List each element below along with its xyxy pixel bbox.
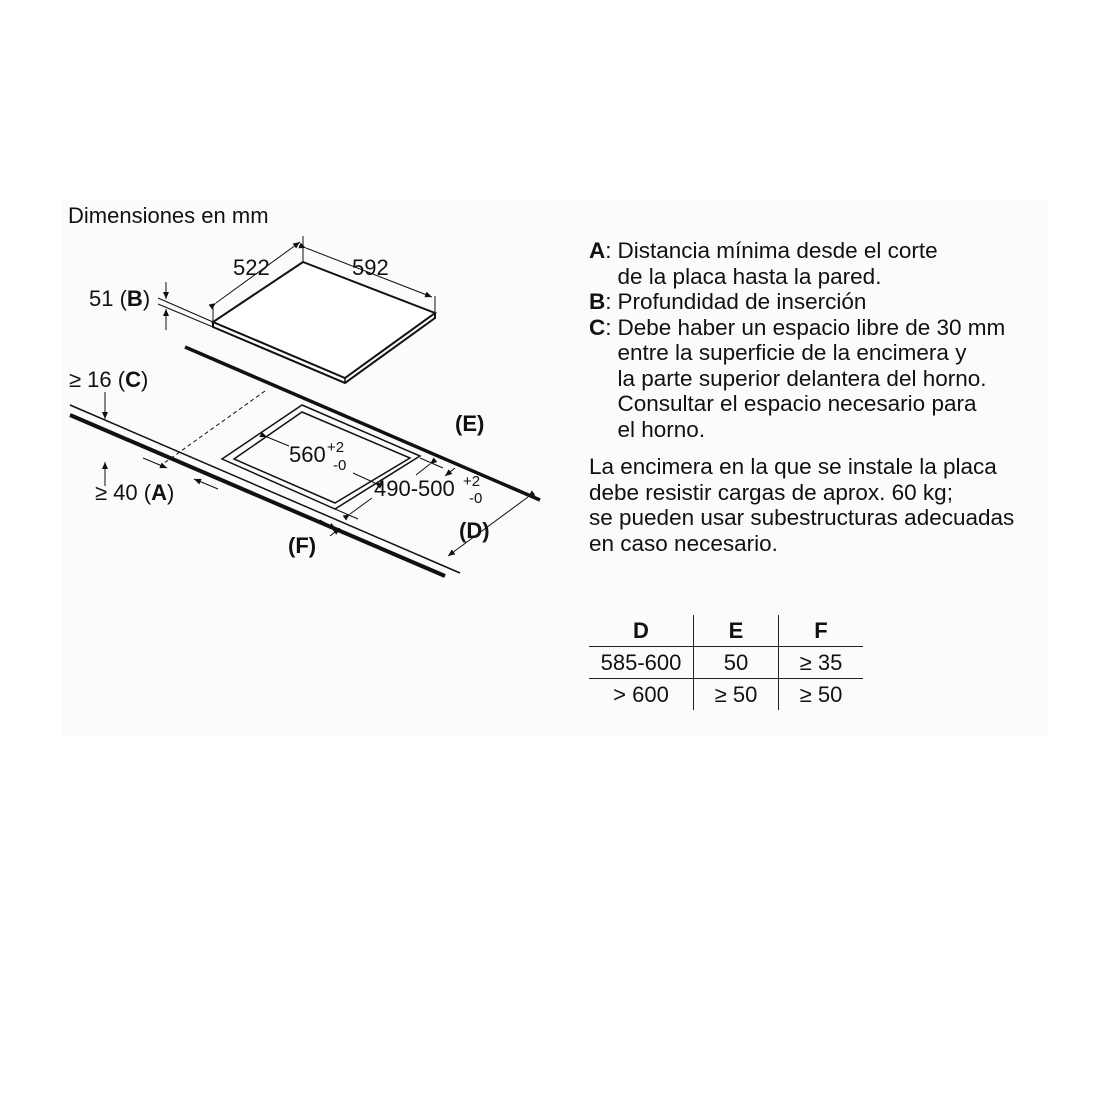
- cutout-width-label: 560: [289, 442, 326, 467]
- table-cell: ≥ 35: [779, 647, 864, 679]
- label-e: (E): [455, 411, 485, 436]
- table-cell: > 600: [589, 679, 694, 711]
- distance-table: [589, 615, 863, 710]
- label-d: (D): [459, 518, 490, 543]
- insertion-label: 51 (B): [89, 286, 151, 311]
- cutout-width-tol-plus: +2: [327, 439, 345, 456]
- table-row: [589, 647, 863, 679]
- legend-item-c: C : Debe haber un espacio libre de 30 mm entre la superficie de la encimera y la parte superior delantera del horno. Consultar el espacio necesario para el horno.: [589, 314, 1006, 442]
- table-cell: 585-600: [589, 647, 694, 679]
- legend-item-a: A : Distancia mínima desde el corte de la placa hasta la pared.: [589, 238, 938, 289]
- legend-text: Debe haber un espacio libre de 30 mm entre la superficie de la encimera y la parte superior delantera del horno. Consultar el espacio necesario para el horno.: [617, 314, 1006, 442]
- table-header-row: [589, 615, 863, 647]
- legend-text: Profundidad de inserción: [617, 289, 867, 314]
- table-row: [589, 679, 863, 711]
- table-header: F: [779, 615, 864, 647]
- legend-key: C: [589, 314, 606, 340]
- width-label: 592: [352, 255, 389, 280]
- table-cell: ≥ 50: [799, 681, 843, 707]
- cutout-depth-label: 490-500: [374, 476, 455, 501]
- hob: [213, 262, 435, 383]
- load-note: La encimera en la que se instale la placa debe resistir cargas de aprox. 60 kg; se pueden usar subestructuras adecuadas en caso necesario.: [589, 454, 1015, 556]
- page-title: Dimensiones en mm: [68, 203, 269, 228]
- depth-label: 522: [233, 255, 270, 280]
- legend-key: B: [589, 289, 606, 314]
- legend-key: A: [589, 238, 606, 263]
- gap-label: ≥ 16 (C): [69, 367, 149, 392]
- edge-label: ≥ 40 (A): [95, 480, 175, 505]
- table-cell: ≥ 50: [694, 679, 779, 711]
- cutout-depth-tol-plus: +2: [463, 473, 481, 490]
- table-header: D: [589, 615, 694, 647]
- label-f: (F): [288, 533, 317, 558]
- legend-item-b: B : Profundidad de inserción: [589, 289, 867, 314]
- legend: [589, 238, 1005, 442]
- cutout-width-tol-minus: -0: [333, 457, 347, 474]
- table-header: E: [694, 615, 779, 647]
- table-cell: 50: [694, 647, 779, 679]
- cutout-depth-tol-minus: -0: [469, 490, 483, 507]
- legend-text: Distancia mínima desde el corte de la placa hasta la pared.: [617, 238, 938, 289]
